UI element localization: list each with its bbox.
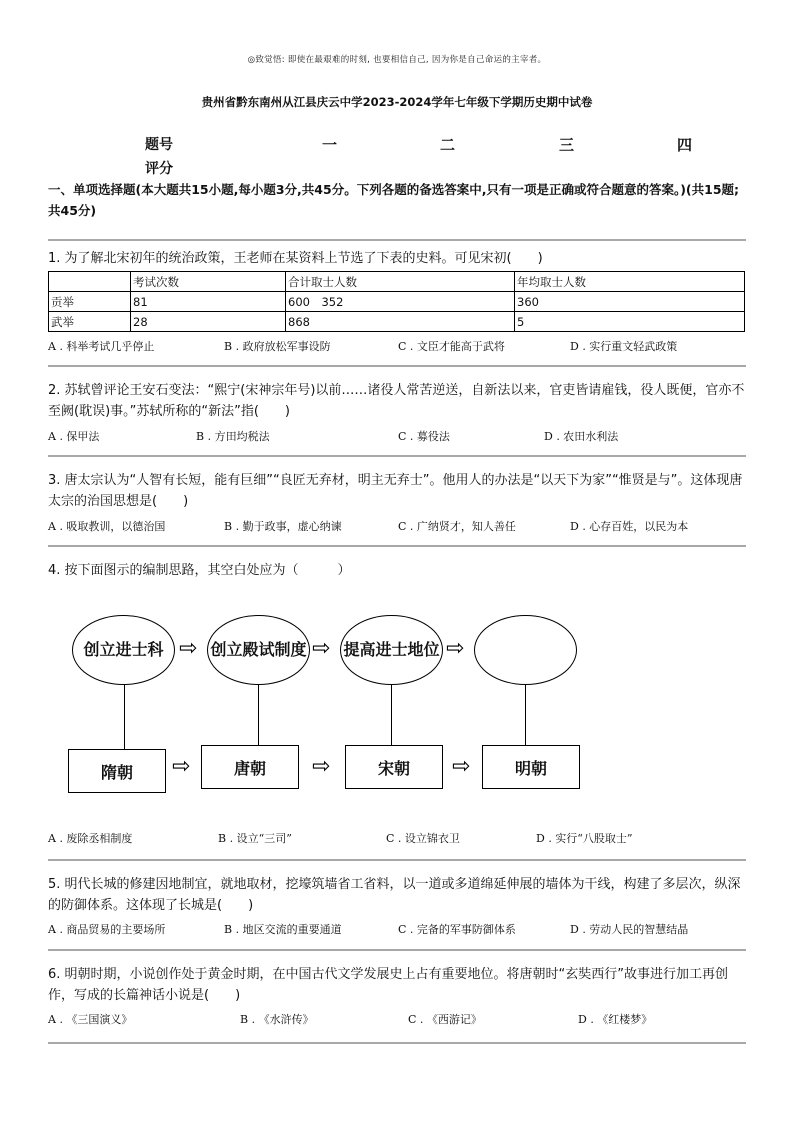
option-c[interactable]: C . 完备的军事防御体系 [398,923,516,936]
table-header-row [49,272,745,292]
connector-line [258,685,259,745]
option-a[interactable]: A . 吸取教训，以德治国 [48,520,166,533]
divider [48,545,746,547]
option-a[interactable]: A . 废除丞相制度 [48,832,133,845]
option-c[interactable]: C . 设立锦衣卫 [386,832,460,845]
option-d[interactable]: D . 心存百姓，以民为本 [570,520,689,533]
diagram-oval-2: 创立殿试制度 [207,615,310,685]
option-d[interactable]: D . 实行重文轻武政策 [570,340,678,353]
divider [48,949,746,951]
diagram-oval-1: 创立进士科 [72,615,175,685]
option-c[interactable]: C . 文臣才能高于武将 [398,340,505,353]
right-arrow-icon: ⇨ [312,754,331,779]
divider [48,365,746,367]
table-cell: 贡举 [49,292,131,312]
table-cell: 合计取士人数 [286,272,515,292]
score-label-score: 评分 [145,161,173,177]
question-1-stem: 1. 为了解北宋初年的统治政策，王老师在某资料上节选了下表的史料。可见宋初( ) [48,251,543,266]
diagram-box-sui: 隋朝 [68,749,166,793]
option-b[interactable]: B . 政府放松军事设防 [224,340,331,353]
right-arrow-icon: ⇨ [446,636,465,661]
table-cell: 年均取士人数 [515,272,745,292]
option-d[interactable]: D . 实行“八股取士” [536,832,633,845]
table-cell: 5 [515,312,745,332]
section-heading: 一、单项选择题(本大题共15小题,每小题3分,共45分。下列各题的备选答案中,只有一项是正确或符合题意的答案。)(共15题;共45分) [48,182,740,218]
table-cell: 360 [515,292,745,312]
option-b[interactable]: B . 设立“三司” [218,832,292,845]
table-cell [49,272,131,292]
option-d[interactable]: D . 劳动人民的智慧结晶 [570,923,689,936]
table-cell: 28 [131,312,286,332]
option-a[interactable]: A . 科举考试几乎停止 [48,340,155,353]
option-b[interactable]: B . 《水浒传》 [240,1013,314,1026]
divider [48,1042,746,1044]
score-col-2: 二 [440,136,456,154]
table-cell: 868 [286,312,515,332]
score-col-1: 一 [322,136,338,154]
question-6-stem: 6. 明朝时期，小说创作处于黄金时期，在中国古代文学发展史上占有重要地位。将唐朝时“玄奘西行”故事进行加工再创作，写成的长篇神话小说是( ) [48,967,729,1003]
score-label-number: 题号 [145,137,173,153]
diagram-oval-blank[interactable] [474,615,577,685]
question-1-table [48,271,745,332]
option-b[interactable]: B . 地区交流的重要通道 [224,923,342,936]
option-a[interactable]: A . 《三国演义》 [48,1013,133,1026]
option-d[interactable]: D . 农田水利法 [544,430,619,443]
divider [48,859,746,861]
motto-line: ◎致觉悟: 即使在最艰难的时刻, 也要相信自己, 因为你是自己命运的主宰者。 [247,55,547,65]
option-c[interactable]: C . 广纳贤才，知人善任 [398,520,516,533]
table-cell: 81 [131,292,286,312]
diagram-box-tang: 唐朝 [201,745,299,789]
option-d[interactable]: D . 《红楼梦》 [578,1013,653,1026]
connector-line [391,685,392,745]
score-col-4: 四 [677,136,693,154]
right-arrow-icon: ⇨ [452,754,471,779]
question-4-stem: 4. 按下面图示的编制思路，其空白处应为（ ） [48,563,351,578]
divider [48,239,746,241]
exam-title: 贵州省黔东南州从江县庆云中学2023-2024学年七年级下学期历史期中试卷 [201,95,593,109]
diagram-box-song: 宋朝 [345,745,443,789]
question-5-stem: 5. 明代长城的修建因地制宜，就地取材，挖壕筑墙省工省料，以一道或多道绵延伸展的墙体为干线，构建了多层次，纵深的防御体系。这体现了长城是( ) [48,877,741,913]
diagram-oval-3: 提高进士地位 [340,615,443,685]
option-c[interactable]: C . 《西游记》 [408,1013,482,1026]
table-cell: 考试次数 [131,272,286,292]
option-a[interactable]: A . 保甲法 [48,430,100,443]
table-cell: 武举 [49,312,131,332]
table-row [49,292,745,312]
option-a[interactable]: A . 商品贸易的主要场所 [48,923,166,936]
table-cell: 600 352 [286,292,515,312]
connector-line [525,685,526,745]
option-b[interactable]: B . 方田均税法 [196,430,270,443]
right-arrow-icon: ⇨ [312,636,331,661]
connector-line [124,685,125,749]
right-arrow-icon: ⇨ [179,636,198,661]
table-row [49,312,745,332]
divider [48,455,746,457]
option-b[interactable]: B . 勤于政事，虚心纳谏 [224,520,342,533]
diagram-box-ming: 明朝 [482,745,580,789]
right-arrow-icon: ⇨ [172,754,191,779]
question-2-stem: 2. 苏轼曾评论王安石变法：“熙宁(宋神宗年号)以前……诸役人常苦逆送，自新法以来，官吏皆请雇钱，役人既便，官亦不至阙(耽误)事。”苏轼所称的“新法”指( ) [48,383,745,419]
question-3-stem: 3. 唐太宗认为“人智有长短，能有巨细”“良匠无弃材，明主无弃士”。他用人的办法是“以天下为家”“惟贤是与”。这体现唐太宗的治国思想是( ) [48,473,743,509]
score-col-3: 三 [559,136,575,154]
option-c[interactable]: C . 募役法 [398,430,450,443]
